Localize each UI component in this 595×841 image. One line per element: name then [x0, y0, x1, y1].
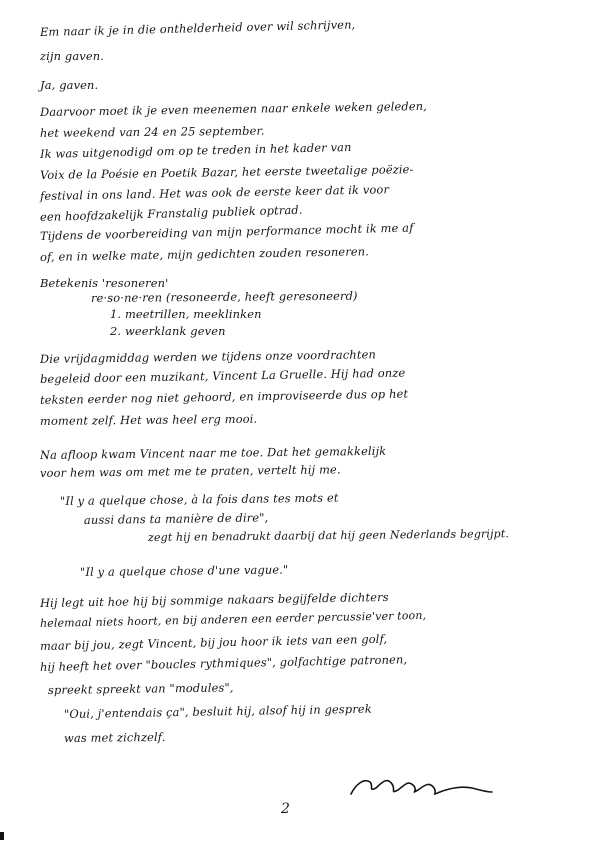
text-line: festival in ons land. Het was ook de eerste keer dat ik voor — [39, 182, 390, 203]
text-line: voor hem was om met me te praten, vertelt hij me. — [39, 462, 341, 480]
text-line: begeleid door een muzikant, Vincent La Gruelle. Hij had onze — [39, 365, 406, 386]
quote-line: "Il y a quelque chose d'une vague." — [79, 562, 289, 579]
text-line: Ik was uitgenodigd om op te treden in het kader van — [39, 139, 352, 161]
text-line: Hij legt uit hoe hij bij sommige nakaars begijfelde dichters — [39, 589, 389, 610]
page-number: 2 — [281, 801, 290, 817]
definition-line: re·so·ne·ren (resoneerde, heeft geresoneerd) — [90, 288, 358, 305]
text-line: zijn gaven. — [40, 49, 104, 63]
text-line: maar bij jou, zegt Vincent, bij jou hoor ik iets van een golf, — [39, 631, 388, 653]
scan-edge-mark — [0, 832, 4, 840]
text-line: Ja, gaven. — [40, 78, 99, 92]
definition-line: 1. meetrillen, meeklinken — [110, 307, 262, 321]
text-line: Na afloop kwam Vincent naar me toe. Dat het gemakkelijk — [39, 443, 387, 462]
text-line: Tijdens de voorbereiding van mijn performance mocht ik me af — [39, 220, 414, 243]
definition-heading: Betekenis 'resoneren' — [40, 276, 169, 290]
text-line: een hoofdzakelijk Franstalig publiek optrad. — [39, 202, 303, 224]
text-line: "Oui, j'entendais ça", besluit hij, alsof hij in gesprek — [63, 701, 372, 721]
text-line: moment zelf. Het was heel erg mooi. — [39, 411, 258, 428]
text-line: het weekend van 24 en 25 september. — [39, 123, 265, 140]
text-line: Em naar ik je in die onthelderheid over wil schrijven, — [39, 17, 356, 39]
text-line: of, en in welke mate, mijn gedichten zouden resoneren. — [39, 244, 370, 264]
quote-line: aussi dans ta manière de dire", — [83, 510, 269, 527]
text-line: helemaal niets hoort, en bij anderen een eerder percussie'ver toon, — [39, 608, 427, 630]
text-line: hij heeft het over "boucles rythmiques", golfachtige patronen, — [39, 652, 408, 674]
text-line: was met zichzelf. — [63, 729, 166, 745]
text-line: Die vrijdagmiddag werden we tijdens onze voordrachten — [39, 347, 376, 366]
text-line: spreekt spreekt van "modules", — [47, 680, 234, 697]
signature-scribble — [346, 766, 496, 806]
text-line: zegt hij en benadrukt daarbij dat hij geen Nederlands begrijpt. — [147, 527, 510, 544]
text-line: Voix de la Poésie en Poetik Bazar, het eerste tweetalige poëzie- — [39, 162, 414, 182]
text-line: Daarvoor moet ik je even meenemen naar enkele weken geleden, — [39, 98, 428, 119]
text-line: teksten eerder nog niet gehoord, en improviseerde dus op het — [39, 386, 409, 407]
definition-line: 2. weerklank geven — [110, 324, 226, 338]
quote-line: "Il y a quelque chose, à la fois dans tes mots et — [59, 490, 339, 508]
